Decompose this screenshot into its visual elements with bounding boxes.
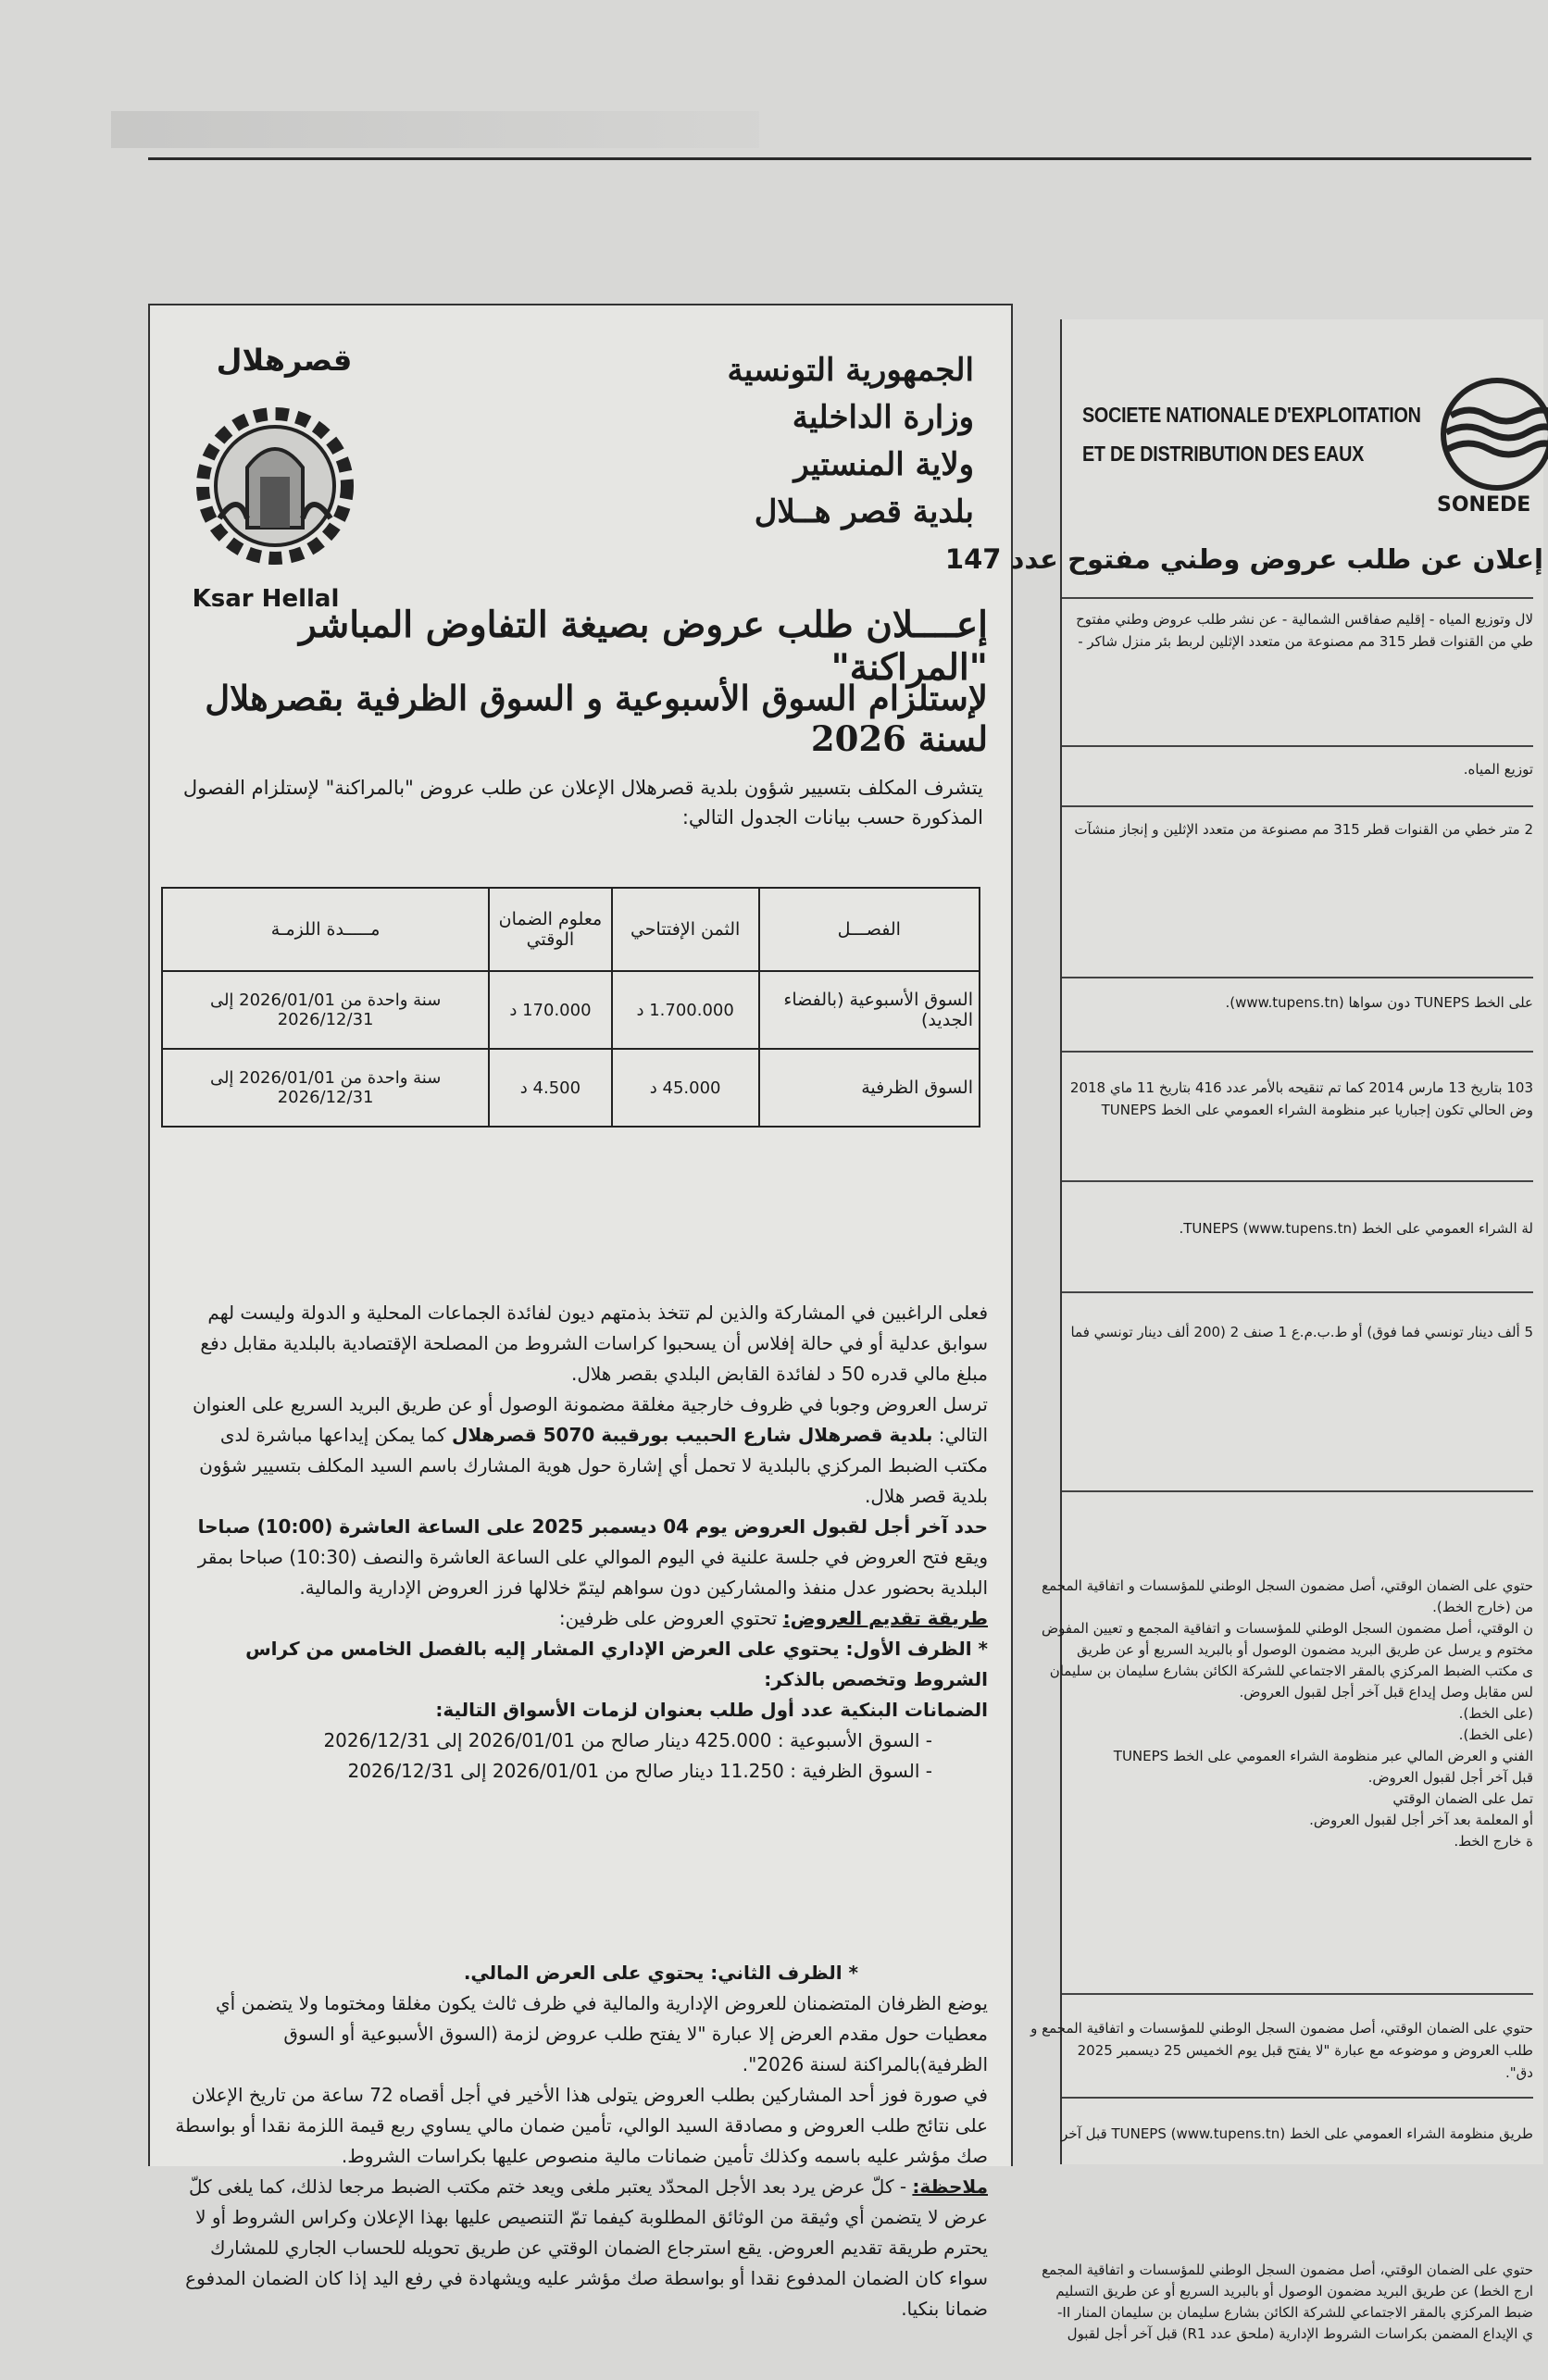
block-line: حتوي على الضمان الوقتي، أصل مضمون السجل الوطني للمؤسسات و اتفاقية المجمع [1042, 1577, 1533, 1594]
notice-block [1062, 805, 1533, 929]
block-line: طي من القنوات قطر 315 مم مصنوعة من متعدد الإثلين لربط بئر منزل شاكر - [1078, 633, 1533, 650]
cell-lot: السوق الأسبوعية (بالفضاء الجديد) [759, 971, 980, 1049]
block-line: ن الوقتي، أصل مضمون السجل الوطني للمؤسسات و اتفاقية المجمع و تعيين المفوض [1042, 1620, 1533, 1637]
block-line: ي الإيداع المضمن بكراسات الشروط الإدارية (ملحق عدد R1) قبل آخر أجل لقبول [1067, 2325, 1533, 2342]
block-line: على الخط TUNEPS دون سواها (www.tupens.tn). [1225, 994, 1533, 1011]
notice-block [1062, 1051, 1533, 1197]
org-line: ET DE DISTRIBUTION DES EAUX [1082, 442, 1365, 466]
block-line: لة الشراء العمومي على الخط (TUNEPS (www.tupens.tn. [1179, 1220, 1533, 1237]
logo-caption-en: Ksar Hellal [192, 585, 340, 613]
winner-paragraph: في صورة فوز أحد المشاركين بطلب العروض يتولى هذا الأخير في أجل أقصاه 72 ساعة من تاريخ الإعلان على نتائج طلب العروض و مصادقة السيد الوالي، تأمين ضمان مالي يساوي ربع قيمة اللزمة نقدا أو بواسطة صك مؤشر عليه باسمه وكذلك تأمين ضمانات مالية منصوص عليها بكراسات الشروط. [175, 2084, 988, 2167]
water-waves-icon [1418, 369, 1548, 490]
block-line: من (خارج الخط). [1432, 1599, 1533, 1615]
cell-opening-price: 45.000 د [612, 1049, 759, 1127]
note-label: ملاحظة: [912, 2175, 988, 2198]
deadline-paragraph [173, 1512, 988, 1603]
col-header-lot: الفصـــل [759, 888, 980, 971]
lots-table [161, 887, 980, 1128]
notice-title-line2: لإستلزام السوق الأسبوعية و السوق الظرفية بقصرهلال لسنة 2026 [205, 678, 988, 759]
send-rest-text: كما يمكن إيداعها مباشرة لدى مكتب الضبط المركزي بالبلدية لا تحمل أي إشارة حول هوية المشارك باسم السيد المكلف بتسيير شؤون بلدية قصر هلال. [199, 1424, 988, 1507]
sonede-logo-name: SONEDE [1437, 493, 1531, 517]
address-text: بلدية قصرهلال شارع الحبيب بورقيبة 5070 قصرهلال [451, 1424, 933, 1446]
notice-block [1042, 2208, 1533, 2380]
block-line: تمل على الضمان الوقتي [1392, 1790, 1533, 1807]
ksar-hellal-notice [148, 304, 1013, 2320]
block-line: مختوم و يرسل عن طريق البريد مضمون الوصول أو بالبريد السريع أو عن طريق [1077, 1641, 1533, 1658]
block-line: حتوي على الضمان الوقتي، أصل مضمون السجل الوطني للمؤسسات و اتفاقية المجمع و [1030, 2020, 1533, 2037]
deadline-text: حدد آخر أجل لقبول العروض يوم 04 ديسمبر 2025 على الساعة العاشرة (10:00) صباحا [197, 1515, 988, 1538]
page-rule [148, 157, 1531, 160]
block-line: أو المعلمة بعد آخر أجل لقبول العروض. [1309, 1812, 1533, 1828]
issuer-header [604, 347, 974, 536]
guarantee-occasional: - السوق الظرفية : 11.250 دينار صالح من 2026/01/01 إلى 2026/12/31 [347, 1760, 932, 1782]
block-line: لس مقابل وصل إيداع قبل آخر أجل لقبول العروض. [1239, 1684, 1533, 1701]
block-line: الفني و العرض المالي عبر منظومة الشراء العمومي على الخط TUNEPS [1113, 1748, 1533, 1764]
block-line: (على الخط). [1458, 1726, 1533, 1743]
notice-block [1062, 978, 1533, 1049]
cell-guarantee: 170.000 د [489, 971, 611, 1049]
masthead-bleed [111, 111, 759, 148]
block-line: ى مكتب الضبط المركزي بالمقر الاجتماعي للشركة الكائن بشارع سليمان بن سليمان [1049, 1663, 1533, 1679]
block-line: ة خارج الخط. [1454, 1833, 1533, 1850]
header-line: الجمهورية التونسية [727, 352, 974, 389]
note-text: - كلّ عرض يرد بعد الأجل المحدّد يعتبر ملغى ويعد ختم مكتب الضبط مرجعا لذلك، كما يلغى كلّ عرض لا يتضمن أي وثيقة من الوثائق المطلوبة كيفما تمّ التنصيص عليها بهذا الإعلان وكراس الشروط أو لا يحترم طريقة تقديم العروض. يقع استرجاع الضمان الوقتي عن طريق تحويله للحساب الجاري للمشارك سواء كان الضمان المدفوع نقدا أو بواسطة صك مؤشر عليه ويشهادة في رفع اليد إذا كان الضمان المدفوع ضمانا بنكيا. [185, 2175, 988, 2320]
envelope2-text: * الظرف الثاني: يحتوي على العرض المالي. [463, 1962, 858, 1984]
envelope1-text: * الظرف الأول: يحتوي على العرض الإداري المشار إليه بالفصل الخامس من كراس الشروط وتخصص بالذكر: [245, 1638, 988, 1690]
block-line: حتوي على الضمان الوقتي، أصل مضمون السجل الوطني للمؤسسات و اتفاقية المجمع [1042, 2262, 1533, 2278]
block-line: (على الخط). [1458, 1705, 1533, 1722]
block-line: 2 متر خطي من القنوات قطر 315 مم مصنوعة من متعدد الإثلين و إنجاز منشآت [1074, 821, 1533, 838]
col-header-opening-price: الثمن الإفتتاحي [612, 888, 759, 971]
guarantee-weekly: - السوق الأسبوعية : 425.000 دينار صالح من 2026/01/01 إلى 2026/12/31 [323, 1729, 932, 1751]
cell-guarantee: 4.500 د [489, 1049, 611, 1127]
eligibility-paragraph: فعلى الراغبين في المشاركة والذين لم تتخذ بذمتهم ديون لفائدة الجماعات المحلية و الدولة وليست لهم سوابق عدلية أو في حالة إفلاس أن يسحبوا كراسات الشروط من المصلحة الإقتصادية بالبلدية مقابل دفع مبلغ مالي قدره 50 د لفائدة القابض البلدي بقصر هلال. [200, 1302, 988, 1385]
table-row [162, 971, 980, 1049]
block-line: لال وتوزيع المياه - إقليم صفاقس الشمالية - عن نشر طلب عروض وطني مفتوح [1076, 611, 1533, 628]
opening-text: ويقع فتح العروض في جلسة علنية في اليوم الموالي على الساعة العاشرة والنصف (10:30) صباحا بمقر البلدية بحضور عدل منفذ والمشاركين دون سواهم ليتمّ خلالها فرز العروض الإدارية والمالية. [197, 1546, 988, 1599]
notice-block [1062, 1180, 1533, 1301]
block-line: طريق منظومة الشراء العمومي على الخط (TUNEPS (www.tupens.tn قبل آخر [1061, 2125, 1533, 2142]
header-line: ولاية المنستير [793, 446, 974, 483]
block-line: ضبط المركزي بالمقر الاجتماعي للشركة الكائن بشارع سليمان بن سليمان المنار II- [1056, 2304, 1533, 2321]
table-row [162, 1049, 980, 1127]
notice-body [173, 1298, 988, 1787]
send-text: ترسل العروض وجوبا في ظروف خارجية مغلقة مضمونة الوصول أو عن طريق البريد السريع على العنوان التالي: [193, 1393, 988, 1446]
notice-block [1042, 1490, 1533, 1941]
method-paragraph [173, 1603, 988, 1634]
block-line: دق". [1505, 2064, 1533, 2081]
block-line: قبل آخر أجل لقبول العروض. [1367, 1769, 1533, 1786]
notice-block [1062, 745, 1533, 814]
envelopes-paragraph: يوضع الظرفان المتضمنان للعروض الإدارية والمالية في ظرف ثالث يكون مغلقا ومختوما ولا يتضمن أي معطيات حول مقدم العرض إلا عبارة "لا يفتح طلب عروض لزمة (السوق الأسبوعية أو السوق الظرفية)بالمراكنة لسنة 2026". [216, 1992, 988, 2075]
block-line: طلب العروض و موضوعه مع عبارة "لا يفتح قبل يوم الخميس 25 ديسمبر 2025 [1077, 2042, 1533, 2059]
cell-duration: سنة واحدة من 2026/01/01 إلى 2026/12/31 [162, 971, 489, 1049]
cell-opening-price: 1.700.000 د [612, 971, 759, 1049]
block-line: ارج الخط) عن طريق البريد مضمون الوصول أو بالبريد السريع أو عن طريق التسليم [1055, 2283, 1533, 2299]
notice-block [1062, 597, 1533, 745]
block-line: وض الحالي تكون إجباريا عبر منظومة الشراء العمومي على الخط TUNEPS [1101, 1102, 1533, 1118]
sonede-title: إعلان عن طلب عروض وطني مفتوح عدد 147 [944, 543, 1543, 575]
cell-lot: السوق الظرفية [759, 1049, 980, 1127]
notice-title-line1: إعــــلان طلب عروض بصيغة التفاوض المباشر "المراكنة" [299, 604, 988, 689]
header-line: بلدية قصر هــلال [754, 493, 974, 530]
submission-paragraph [173, 1389, 988, 1512]
org-line: SOCIETE NATIONALE D'EXPLOITATION [1082, 403, 1421, 427]
sonede-org-name [1082, 395, 1421, 473]
cell-duration: سنة واحدة من 2026/01/01 إلى 2026/12/31 [162, 1049, 489, 1127]
municipality-logo [173, 343, 358, 629]
notice-block [1062, 2097, 1533, 2206]
gear-emblem-icon [182, 380, 368, 592]
logo-caption-ar: قصرهلال [216, 343, 353, 378]
notice-body-continued [173, 1958, 988, 2324]
col-header-guarantee: معلوم الضمان الوقتي [489, 888, 611, 971]
block-line: 103 بتاريخ 13 مارس 2014 كما تم تنقيحه بالأمر عدد 416 بتاريخ 11 ماي 2018 [1069, 1079, 1533, 1096]
block-line: توزيع المياه. [1463, 761, 1533, 778]
table-header-row [162, 888, 980, 971]
guarantees-title: الضمانات البنكية عدد أول طلب بعنوان لزمات الأسواق التالية: [435, 1699, 988, 1721]
note-paragraph [173, 2172, 988, 2324]
header-line: وزارة الداخلية [792, 399, 974, 436]
method-text: تحتوي العروض على ظرفين: [558, 1607, 778, 1629]
col-header-duration: مـــــدة اللزمـة [162, 888, 489, 971]
intro-paragraph: يتشرف المكلف بتسيير شؤون بلدية قصرهلال الإعلان عن طلب عروض "بالمراكنة" لإستلزام الفصول المذكورة حسب بيانات الجدول التالي: [182, 777, 983, 829]
notice-block [1062, 1291, 1533, 1432]
method-label: طريقة تقديم العروض: [782, 1607, 988, 1629]
block-line: 5 ألف دينار تونسي فما فوق) أو ط.ب.م.ع 1 صنف 2 (200 ألف دينار تونسي فما [1070, 1324, 1533, 1340]
